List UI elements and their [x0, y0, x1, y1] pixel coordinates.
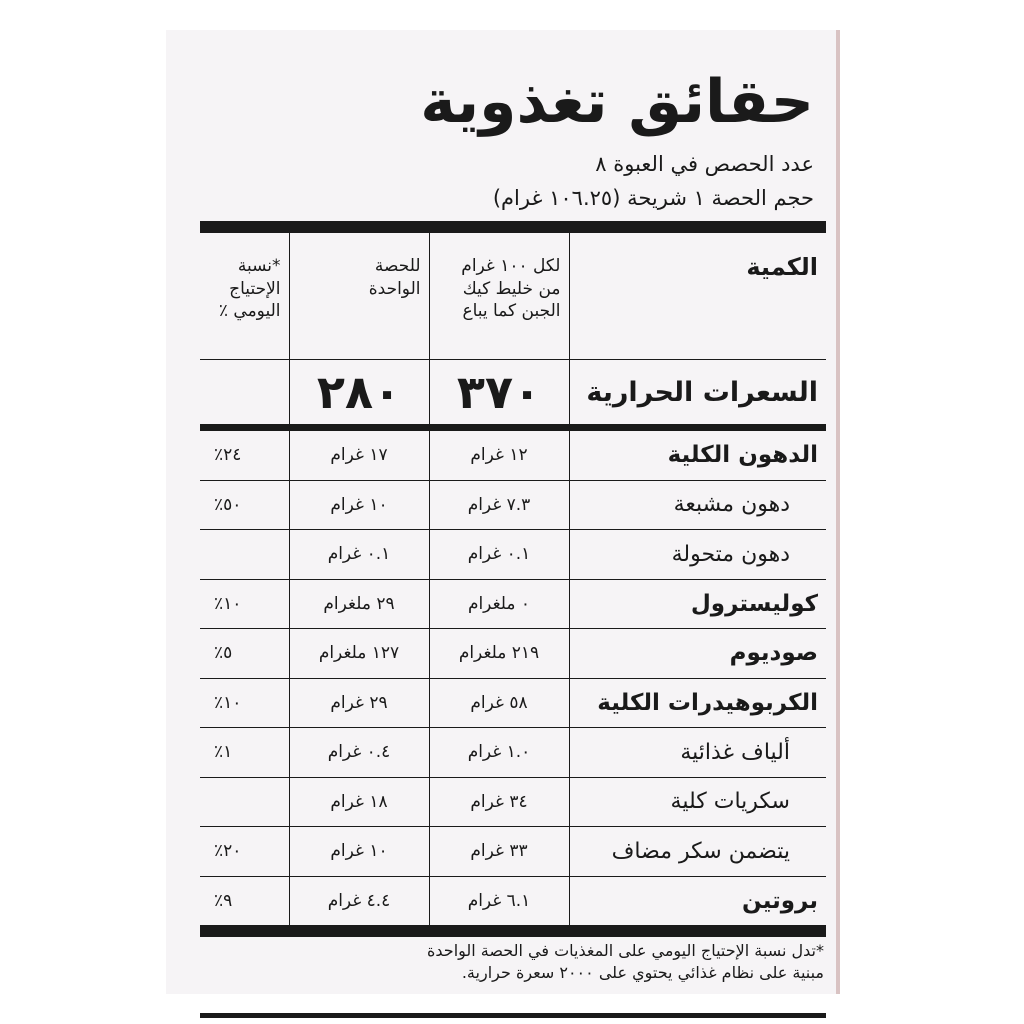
nutrient-row [200, 431, 826, 480]
nutrient-per100: ٥٨ غرام [429, 678, 569, 728]
nutrient-row [200, 777, 826, 827]
nutrient-daily-value [200, 777, 289, 827]
servings-per-container: عدد الحصص في العبوة ٨ [595, 152, 814, 176]
nutrient-daily-value: ٢٤٪ [200, 431, 289, 480]
header-per-serving-line: الواحدة [368, 278, 421, 299]
calories-dv-empty [200, 360, 289, 425]
nutrient-per100: ٢١٩ ملغرام [429, 629, 569, 679]
nutrient-name: يتضمن سكر مضاف [569, 827, 826, 877]
nutrient-name: دهون مشبعة [569, 480, 826, 530]
nutrient-per-serving: ١٠ غرام [289, 827, 429, 877]
header-amount: الكمية [569, 233, 826, 360]
nutrient-name: ألياف غذائية [569, 728, 826, 778]
nutrient-per-serving: ٤.٤ غرام [289, 876, 429, 925]
nutrient-per100: ٠ ملغرام [429, 579, 569, 629]
header-dv-line: اليومي ٪ [218, 301, 281, 322]
header-per100-line: الجبن كما يباع [462, 301, 561, 322]
header-dv-line: *نسبة [237, 256, 281, 276]
nutrient-row [200, 876, 826, 925]
nutrient-row [200, 530, 826, 580]
calories-per100: ٣٧٠ [429, 360, 569, 425]
calories-row [200, 360, 826, 425]
calories-label: السعرات الحرارية [569, 360, 826, 425]
nutrient-per-serving: ١٨ غرام [289, 777, 429, 827]
nutrient-per-serving: ٢٩ ملغرام [289, 579, 429, 629]
nutrient-per100: ١.٠ غرام [429, 728, 569, 778]
nutrient-daily-value [200, 530, 289, 580]
nutrient-name: صوديوم [569, 629, 826, 679]
footnote-line: *تدل نسبة الإحتياج اليومي على المغذيات في الحصة الواحدة [427, 941, 824, 960]
nutrient-per-serving: ١٠ غرام [289, 480, 429, 530]
nutrient-name: سكريات كلية [569, 777, 826, 827]
nutrient-per-serving: ١٧ غرام [289, 431, 429, 480]
nutrition-label [166, 30, 840, 994]
nutrient-row [200, 678, 826, 728]
nutrient-per-serving: ٢٩ غرام [289, 678, 429, 728]
header-per100 [429, 233, 569, 360]
nutrient-name: كوليسترول [569, 579, 826, 629]
table-header-row [200, 233, 826, 360]
nutrient-daily-value: ٥٪ [200, 629, 289, 679]
nutrient-name: دهون متحولة [569, 530, 826, 580]
nutrient-daily-value: ٩٪ [214, 890, 233, 911]
label-title: حقائق تغذوية [420, 67, 814, 137]
footer-divider [200, 1013, 826, 1018]
nutrient-per100: ١٢ غرام [429, 431, 569, 480]
nutrient-row [200, 728, 826, 778]
nutrient-name: الدهون الكلية [569, 431, 826, 480]
nutrient-name: الكربوهيدرات الكلية [569, 678, 826, 728]
nutrition-table [200, 233, 826, 425]
nutrient-per100: ٦.١ غرام [429, 876, 569, 925]
serving-size: حجم الحصة ١ شريحة (١٠٦.٢٥ غرام) [492, 186, 814, 210]
header-daily-value [200, 233, 289, 360]
nutrient-row [200, 579, 826, 629]
header-dv-line: الإحتياج [229, 278, 281, 299]
nutrient-per100: ٣٤ غرام [429, 777, 569, 827]
calories-per-serving: ٢٨٠ [289, 360, 429, 425]
nutrient-row [200, 629, 826, 679]
header-per-serving [289, 233, 429, 360]
nutrient-daily-value: ١٠٪ [200, 678, 289, 728]
nutrient-daily-value: ١٪ [200, 728, 289, 778]
top-thick-divider [200, 221, 826, 233]
nutrient-per-serving: ١٢٧ ملغرام [289, 629, 429, 679]
nutrient-daily-value: ٢٠٪ [200, 827, 289, 877]
header-per100-line: لكل ١٠٠ غرام [461, 256, 561, 276]
nutrition-table-wrap [200, 221, 826, 937]
nutrient-row [200, 480, 826, 530]
nutrient-per-serving: ٠.١ غرام [289, 530, 429, 580]
nutrient-per100: ٣٣ غرام [429, 827, 569, 877]
nutrient-per100: ٠.١ غرام [429, 530, 569, 580]
nutrient-daily-value: ١٠٪ [200, 579, 289, 629]
nutrient-row [200, 827, 826, 877]
header-per100-line: من خليط كيك [462, 278, 561, 299]
bottom-thick-divider [200, 925, 826, 937]
nutrient-daily-value: ٥٠٪ [200, 480, 289, 530]
footnote-line: مبنية على نظام غذائي يحتوي على ٢٠٠٠ سعرة حرارية. [461, 962, 824, 982]
nutrient-per100: ٧.٣ غرام [429, 480, 569, 530]
nutrient-per-serving: ٠.٤ غرام [289, 728, 429, 778]
nutrient-rows-table [200, 431, 826, 925]
header-per-serving-line: للحصة [374, 256, 421, 276]
nutrient-name: بروتين [569, 876, 826, 925]
daily-value-footnote [204, 940, 824, 983]
